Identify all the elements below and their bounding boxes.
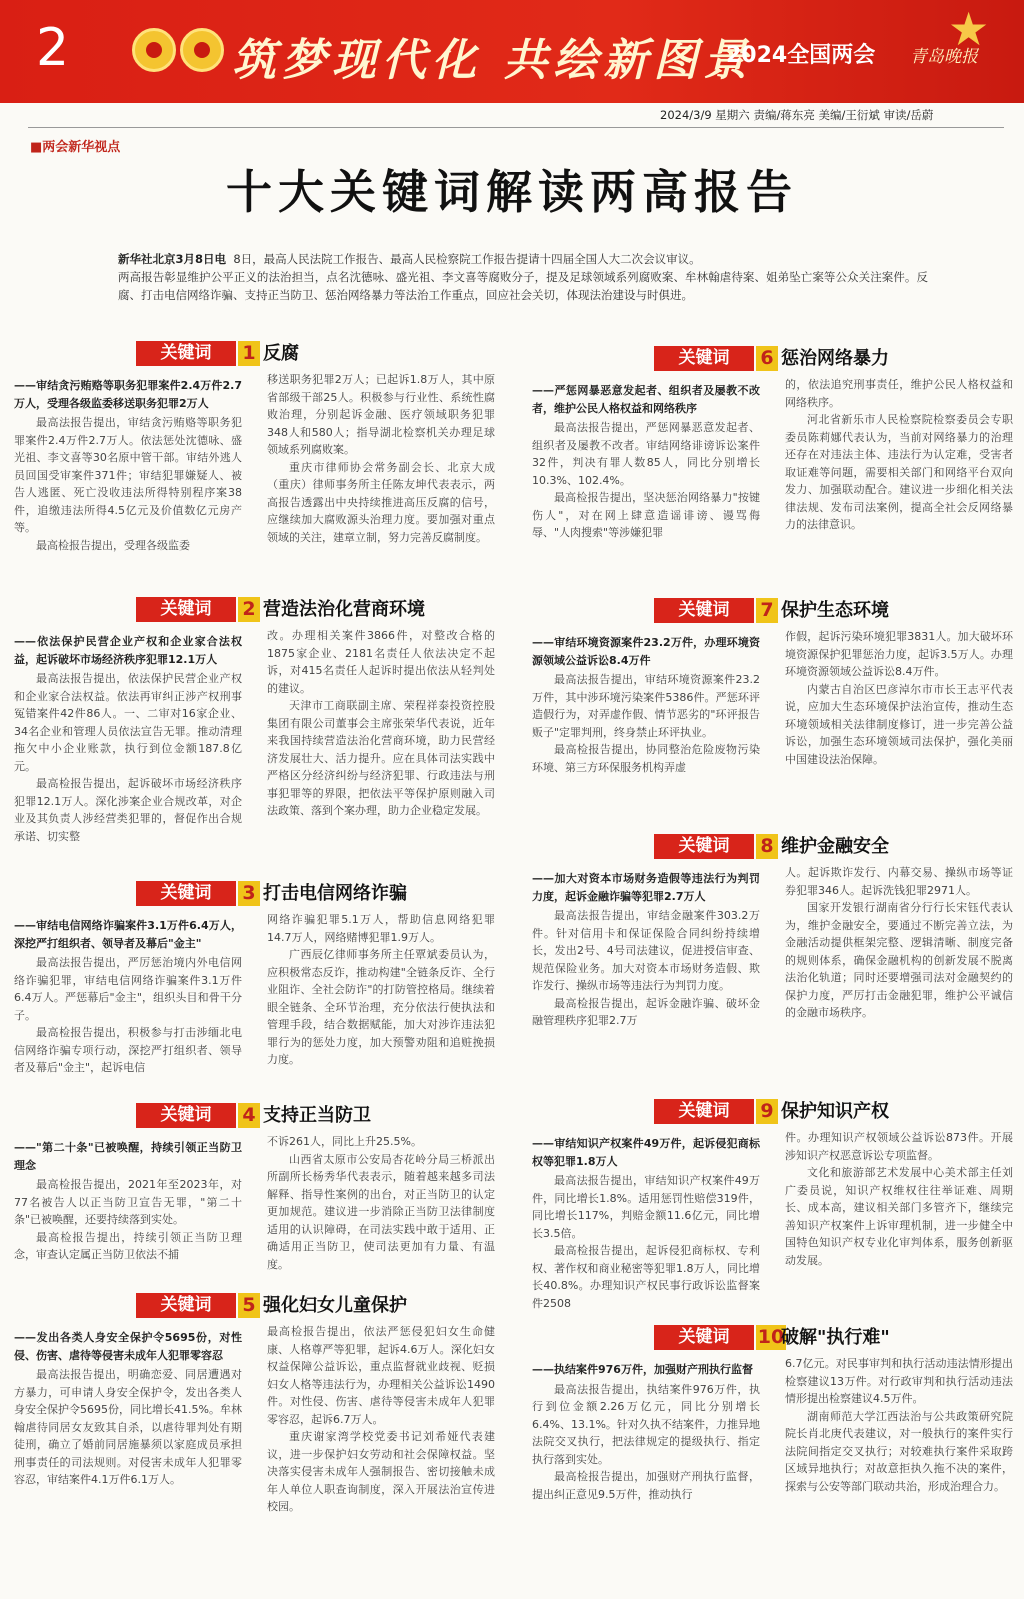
paragraph: 最高检报告提出，2021年至2023年，对77名被告人以正当防卫宣告无罪，"第二十条"已被唤醒，还要持续落到实处。 bbox=[14, 1178, 242, 1226]
keyword-badge: 关键词 bbox=[654, 1099, 754, 1124]
keyword-badge: 关键词 bbox=[136, 341, 236, 366]
keyword-column-left bbox=[14, 633, 242, 916]
keyword-header-7 bbox=[654, 598, 1024, 623]
keyword-number: 5 bbox=[238, 1293, 260, 1318]
paragraph: 最高检报告提出，起诉破坏市场经济秩序犯罪12.1万人。深化涉案企业合规改革，对企业及其负责人涉经营类犯罪的，督促作出合规承诺、切实整 bbox=[14, 777, 242, 843]
paragraph: 国家开发银行湖南省分行行长宋钰代表认为，维护金融安全，要通过不断完善立法，为金融活动提供框架完整、逻辑清晰、制度完备的规则体系，确保金融机构的创新发展不脱离法治化轨道；同时还要增强司法对金融契约的保护力度，严厉打击金融犯罪，维护公平诚信的金融市场秩序。 bbox=[785, 901, 1013, 1019]
paragraph: 广西辰亿律师事务所主任覃斌委员认为，应积极常态反诈，推动构建"全链条反诈、全行业阻诈、全社会防诈"的打防管控格局。继续着眼全链条、全环节治理，充分依法行使执法和管理手段，结合数据赋能，加大对涉诈违法犯罪行为的惩处力度，加大预警劝阻和追赃挽损力度。 bbox=[267, 948, 495, 1066]
keyword-column-left bbox=[532, 1361, 760, 1596]
paragraph: 最高检报告提出，受理各级监委 bbox=[36, 538, 190, 552]
keyword-title: 反腐 bbox=[263, 343, 299, 364]
paragraph: 最高检报告提出，坚决惩治网络暴力"按键伤人"，对在网上肆意造谣诽谤、谩骂侮辱、"人肉搜索"等涉嫌犯罪 bbox=[532, 491, 760, 539]
keyword-column-right bbox=[785, 864, 1013, 1132]
paragraph: 人。起诉欺诈发行、内幕交易、操纵市场等证券犯罪346人。起诉洗钱犯罪2971人。 bbox=[785, 866, 1013, 897]
keyword-subheading: ——发出各类人身安全保护令5695份，对性侵、伤害、虐待等侵害未成年人犯罪零容忍 bbox=[14, 1331, 242, 1362]
keyword-column-right bbox=[267, 627, 495, 916]
paragraph: 山西省太原市公安局杏花岭分局三桥派出所副所长杨秀华代表表示，随着越来越多司法解释、指导性案例的出台，对正当防卫的认定更加规范。建议进一步消除正当防卫法律制度适用的认识障碍，在司法实践中敢于适用、正确适用正当防卫，使司法更加有力量、有温度。 bbox=[267, 1152, 495, 1271]
paragraph: 6.7亿元。对民事审判和执行活动违法情形提出检察建议13万件。对行政审判和执行活动违法情形提出检察建议4.5万件。 bbox=[785, 1357, 1013, 1405]
paragraph: 最高法报告提出，审结知识产权案件49万件，同比增长1.8%。适用惩罚性赔偿319件，同比增长117%，判赔金额11.6亿元，同比增长3.5倍。 bbox=[532, 1174, 760, 1240]
paragraph: 作假，起诉污染环境犯罪3831人。加大破坏环境资源保护犯罪惩治力度，起诉3.5万人。办理环境资源领域公益诉讼8.4万件。 bbox=[785, 630, 1013, 678]
keyword-number: 2 bbox=[238, 597, 260, 622]
paragraph: 最高法报告提出，依法保护民营企业产权和企业家合法权益。依法再审纠正涉产权刑事冤错案件42件86人。一、二审对16家企业、34名企业和管理人员依法宣告无罪。推动清理拖欠中小企业账款，执行到位金额187.8亿元。 bbox=[14, 672, 242, 773]
lead-text-2: 两高报告彰显维护公平正义的法治担当，点名沈德咏、盛光祖、李文喜等腐败分子，提及足球领域系列腐败案、牟林翰虐待案、姐弟坠亡案等公众关注案件。反腐、打击电信网络诈骗、支持正当防卫、惩治网络暴力等法治工作重点，回应社会关切，体现法治建设与时俱进。 bbox=[118, 270, 928, 302]
paragraph: 最高法报告提出，审结金融案件303.2万件。针对信用卡和保证保险合同纠纷持续增长，发出2号、4号司法建议，促进授信审查、规范保险业务。加大对资本市场财务造假、欺诈发行、操纵市场等违法行为判罚力度。 bbox=[532, 909, 760, 992]
paragraph: 最高检报告提出，协同整治危险废物污染环境、第三方环保服务机构弄虚 bbox=[532, 743, 760, 774]
paragraph: 最高检报告提出，起诉金融诈骗、破坏金融管理秩序犯罪2.7万 bbox=[532, 996, 760, 1027]
keyword-header-6 bbox=[654, 346, 1024, 371]
keyword-title: 支持正当防卫 bbox=[263, 1105, 371, 1126]
keyword-number: 6 bbox=[756, 346, 778, 371]
keyword-subheading: ——加大对资本市场财务造假等违法行为判罚力度，起诉金融诈骗等犯罪2.7万人 bbox=[532, 872, 760, 903]
banner-slogan: 筑梦现代化 共绘新图景 bbox=[232, 35, 754, 86]
keyword-subheading: ——审结环境资源案件23.2万件，办理环境资源领域公益诉讼8.4万件 bbox=[532, 636, 760, 667]
keyword-number: 1 bbox=[238, 341, 260, 366]
keyword-badge: 关键词 bbox=[136, 881, 236, 906]
paragraph: 最高法报告提出，明确恋爱、同居遭遇对方暴力，可申请人身安全保护令，发出各类人身安全保护令5695份，同比增长41.5%。牟林翰虐待同居女友致其自杀，以虐待罪判处有期徒刑，确立了婚前同居施暴须以家庭成员承担刑事责任的司法规则。对侵害未成年人犯罪零容忍，审结案件4.1万件6.1万人。 bbox=[14, 1368, 242, 1486]
keyword-subheading: ——审结电信网络诈骗案件3.1万件6.4万人，深挖严打组织者、领导者及幕后"金主" bbox=[14, 919, 242, 950]
keyword-column-left bbox=[14, 377, 242, 627]
keyword-subheading: ——严惩网暴恶意发起者、组织者及屡教不改者，维护公民人格权益和网络秩序 bbox=[532, 384, 760, 415]
keyword-badge: 关键词 bbox=[136, 1103, 236, 1128]
keyword-badge: 关键词 bbox=[654, 346, 754, 371]
keyword-column-right bbox=[267, 1323, 495, 1599]
keyword-column-left bbox=[532, 870, 760, 1132]
headline: 十大关键词解读两高报告 bbox=[226, 165, 798, 219]
section-label: ■两会新华视点 bbox=[30, 140, 121, 155]
divider bbox=[28, 127, 1004, 128]
national-emblem-icon bbox=[132, 28, 176, 72]
newspaper-logo: 青岛晚报 bbox=[910, 47, 978, 67]
keyword-number: 8 bbox=[756, 834, 778, 859]
keyword-number: 4 bbox=[238, 1103, 260, 1128]
paragraph: 最高法报告提出，执结案件976万件，执行到位金额2.26万亿元，同比分别增长6.4%、13.1%。针对久执不结案件，力推异地法院交叉执行，把法律规定的提级执行、指定执行落到实处。 bbox=[532, 1382, 760, 1466]
editorial-line: 2024/3/9 星期六 责编/蒋东亮 美编/王衍斌 审读/岳蔚 bbox=[660, 108, 934, 122]
dateline: 新华社北京3月8日电 bbox=[118, 252, 227, 266]
keyword-badge: 关键词 bbox=[654, 1325, 754, 1350]
keyword-header-5 bbox=[136, 1293, 516, 1318]
keyword-column-right bbox=[785, 1355, 1013, 1596]
keyword-number: 9 bbox=[756, 1099, 778, 1124]
paragraph: 改。办理相关案件3866件，对整改合格的1875家企业、2181名责任人依法决定不起诉，对415名责任人起诉时提出依法从轻判处的建议。 bbox=[267, 629, 495, 695]
paragraph: 最高检报告提出，积极参与打击涉缅北电信网络诈骗专项行动，深挖严打组织者、领导者及幕后"金主"，起诉电信 bbox=[14, 1026, 242, 1074]
keyword-subheading: ——依法保护民营企业产权和企业家合法权益，起诉破坏市场经济秩序犯罪12.1万人 bbox=[14, 635, 242, 666]
keyword-title: 维护金融安全 bbox=[781, 836, 889, 857]
keyword-title: 营造法治化营商环境 bbox=[263, 599, 425, 620]
paragraph: 文化和旅游部艺术发展中心美术部主任刘广委员说，知识产权维权往往举证难、周期长、成本高，建议相关部门多管齐下，继续完善知识产权案件上诉审理机制，进一步健全中国特色知识产权专业化审判体系，服务创新驱动发展。 bbox=[785, 1166, 1013, 1267]
keyword-subheading: ——执结案件976万件，加强财产刑执行监督 bbox=[532, 1363, 753, 1376]
star-icon: ★ bbox=[948, 2, 990, 56]
lead-paragraph bbox=[118, 250, 928, 304]
paragraph: 最高法报告提出，审结贪污贿赂等职务犯罪案件2.4万件2.7万人。依法惩处沈德咏、盛光祖、李文喜等30名原中管干部。审结外逃人员回国受审案件371件；审结犯罪嫌疑人、被告人逃匿、死亡没收违法所得特别程序案38件，追缴违法所得4.5亿元及价值数亿元房产等。 bbox=[14, 416, 242, 534]
keyword-header-10 bbox=[654, 1325, 1024, 1350]
paragraph: 件。办理知识产权领域公益诉讼873件。开展涉知识产权恶意诉讼专项监督。 bbox=[785, 1131, 1013, 1162]
keyword-number: 10 bbox=[757, 1326, 785, 1348]
lead-text-1: 8日，最高人民法院工作报告、最高人民检察院工作报告提请十四届全国人大二次会议审议。 bbox=[233, 252, 701, 266]
keyword-header-3 bbox=[136, 881, 516, 906]
keyword-subheading: ——审结知识产权案件49万件，起诉侵犯商标权等犯罪1.8万人 bbox=[532, 1137, 760, 1168]
paragraph: 的，依法追究刑事责任，维护公民人格权益和网络秩序。 bbox=[785, 378, 1013, 409]
paragraph: 最高检报告提出，持续引领正当防卫理念，审查认定属正当防卫依法不捕 bbox=[14, 1230, 242, 1261]
paragraph: 最高法报告提出，严厉惩治境内外电信网络诈骗犯罪，审结电信网络诈骗案件3.1万件6.4万人。严惩幕后"金主"，组织头目和骨干分子。 bbox=[14, 956, 242, 1022]
keyword-header-8 bbox=[654, 834, 1024, 859]
keyword-subheading: ——"第二十条"已被唤醒，持续引领正当防卫理念 bbox=[14, 1141, 242, 1172]
paragraph: 最高法报告提出，严惩网暴恶意发起者、组织者及屡教不改者。审结网络诽谤诉讼案件32件，判决有罪人数85人，同比分别增长10.3%、102.4%。 bbox=[532, 421, 760, 487]
keyword-column-left bbox=[14, 1329, 242, 1599]
paragraph: 最高检报告提出，加强财产刑执行监督，提出纠正意见9.5万件，推动执行 bbox=[532, 1470, 760, 1501]
keyword-header-1 bbox=[136, 341, 516, 366]
keyword-title: 破解"执行难" bbox=[781, 1327, 890, 1348]
keyword-header-2 bbox=[136, 597, 516, 622]
banner-event: 2024全国两会 bbox=[726, 43, 876, 68]
paragraph: 最高法报告提出，审结环境资源案件23.2万件，其中涉环境污染案件5386件。严惩环评造假行为，对弄虚作假、情节恶劣的"环评报告贩子"定罪判刑，终身禁止环评执业。 bbox=[532, 673, 760, 739]
paragraph: 河北省新乐市人民检察院检察委员会专职委员陈莉娜代表认为，当前对网络暴力的治理还存在对违法主体、违法行为认定难，受害者取证难等问题，需要相关部门和网络平台双向发力、加强联动配合。建议进一步细化相关法律法规、发布司法案例，提高全社会反网络暴力的法律意识。 bbox=[785, 413, 1013, 531]
page-number: 2 bbox=[36, 18, 70, 78]
paragraph: 移送职务犯罪2万人；已起诉1.8万人，其中原省部级干部25人。积极参与行业性、系统性腐败治理，分别起诉金融、医疗领域职务犯罪348人和580人；指导湖北检察机关办理足球领域系列腐败案。 bbox=[267, 373, 495, 456]
paragraph: 最高检报告提出，依法严惩侵犯妇女生命健康、人格尊严等犯罪，起诉4.6万人。深化妇女权益保障公益诉讼，重点监督就业歧视、贬损妇女人格等违法行为，办理相关公益诉讼1490件。对性侵、伤害、虐待等侵害未成年人犯罪零容忍，起诉6.7万人。 bbox=[267, 1325, 495, 1426]
cppcc-emblem-icon bbox=[180, 28, 224, 72]
masthead-banner bbox=[0, 0, 1024, 103]
keyword-subheading: ——审结贪污贿赂等职务犯罪案件2.4万件2.7万人，受理各级监委移送职务犯罪2万人 bbox=[14, 379, 242, 410]
keyword-header-4 bbox=[136, 1103, 516, 1128]
keyword-title: 打击电信网络诈骗 bbox=[263, 883, 407, 904]
keyword-column-right bbox=[267, 371, 495, 627]
paragraph: 不诉261人，同比上升25.5%。 bbox=[267, 1135, 422, 1148]
keyword-column-left bbox=[532, 382, 760, 630]
keyword-badge: 关键词 bbox=[654, 834, 754, 859]
paragraph: 网络诈骗犯罪5.1万人，帮助信息网络犯罪14.7万人，网络赌博犯罪1.9万人。 bbox=[267, 913, 495, 944]
keyword-column-right bbox=[785, 376, 1013, 630]
keyword-number: 7 bbox=[756, 598, 778, 623]
keyword-badge: 关键词 bbox=[136, 597, 236, 622]
keyword-title: 保护生态环境 bbox=[781, 600, 889, 621]
paragraph: 天津市工商联副主席、荣程祥泰投资控股集团有限公司董事会主席张荣华代表说，近年来我国持续营造法治化营商环境，助力民营经济发展壮大、活力提升。应在具体司法实践中严格区分经济纠纷与经济犯罪、行政违法与刑事犯罪等的界限，把依法平等保护原则融入司法政策、落到个案办理，助力企业稳定发展。 bbox=[267, 699, 495, 817]
paragraph: 重庆市律师协会常务副会长、北京大成（重庆）律师事务所主任陈友坤代表表示，两高报告透露出中央持续推进高压反腐的信号，应继续加大腐败源头治理力度。要加强对重点领域的关注，建章立制，努力完善反腐制度。 bbox=[267, 460, 495, 544]
keyword-title: 惩治网络暴力 bbox=[781, 348, 889, 369]
keyword-number: 3 bbox=[238, 881, 260, 906]
keyword-badge: 关键词 bbox=[136, 1293, 236, 1318]
paragraph: 内蒙古自治区巴彦淖尔市市长王志平代表说，应加大生态环境保护法治宣传，推动生态环境领域相关法律制度修订，进一步完善公益诉讼，加强生态环境领域司法保护，强化美丽中国建设法治保障。 bbox=[785, 682, 1013, 766]
keyword-title: 强化妇女儿童保护 bbox=[263, 1295, 407, 1316]
paragraph: 重庆谢家湾学校党委书记刘希娅代表建议，进一步保护妇女劳动和社会保障权益。坚决落实侵害未成年人强制报告、密切接触未成年人单位人职查询制度，深入开展法治宣传进校园。 bbox=[267, 1430, 495, 1513]
keyword-header-9 bbox=[654, 1099, 1024, 1124]
keyword-title: 保护知识产权 bbox=[781, 1101, 889, 1122]
keyword-badge: 关键词 bbox=[654, 598, 754, 623]
paragraph: 湖南师范大学江西法治与公共政策研究院院长肖北庚代表建议，对一般执行的案件实行法院间指定交叉执行；对较难执行案件采取跨区域异地执行；对故意拒执久拖不决的案件，探索与公安等部门联动共治，形成治理合力。 bbox=[785, 1409, 1013, 1493]
paragraph: 最高检报告提出，起诉侵犯商标权、专利权、著作权和商业秘密等犯罪1.8万人，同比增长40.8%。办理知识产权民事行政诉讼监督案件2508 bbox=[532, 1244, 760, 1310]
